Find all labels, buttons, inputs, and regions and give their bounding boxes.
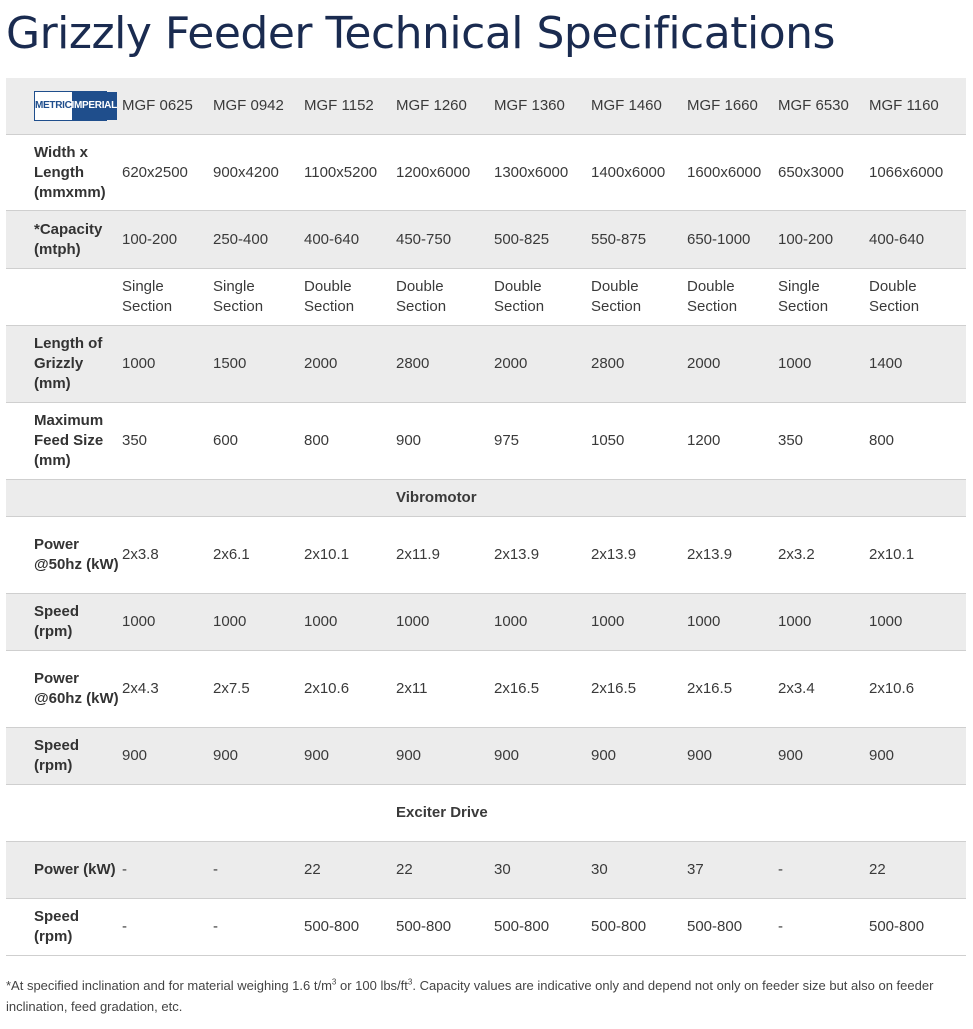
- row-label: Width x Length (mmxmm): [6, 135, 122, 211]
- row-exciter-power: [6, 842, 966, 899]
- table-cell: 900: [213, 728, 304, 785]
- model-header: MGF 0942: [213, 78, 304, 135]
- row-exciter-speed: [6, 899, 966, 956]
- table-cell: 30: [494, 842, 591, 899]
- table-cell: -: [213, 899, 304, 956]
- table-cell: 2x10.1: [869, 517, 966, 594]
- table-cell: 500-800: [591, 899, 687, 956]
- table-cell: 2x3.4: [778, 651, 869, 728]
- table-cell: Double Section: [591, 269, 687, 326]
- row-label: *Capacity (mtph): [6, 211, 122, 269]
- table-cell: 2800: [591, 326, 687, 403]
- table-cell: 1000: [213, 594, 304, 651]
- model-header: MGF 1152: [304, 78, 396, 135]
- table-cell: 650x3000: [778, 135, 869, 211]
- table-cell: 2x16.5: [591, 651, 687, 728]
- table-cell: 1000: [687, 594, 778, 651]
- table-cell: 900: [122, 728, 213, 785]
- table-cell: 2x10.6: [869, 651, 966, 728]
- table-cell: 1200: [687, 403, 778, 480]
- table-cell: 2x13.9: [687, 517, 778, 594]
- table-cell: 350: [778, 403, 869, 480]
- table-cell: Double Section: [396, 269, 494, 326]
- table-cell: 2x6.1: [213, 517, 304, 594]
- table-cell: 2000: [304, 326, 396, 403]
- row-label: Power @50hz (kW): [6, 517, 122, 594]
- table-cell: 250-400: [213, 211, 304, 269]
- row-speed-60hz: [6, 728, 966, 785]
- table-cell: 500-800: [396, 899, 494, 956]
- table-cell: 1000: [591, 594, 687, 651]
- row-label: Speed (rpm): [6, 594, 122, 651]
- header-row: [6, 78, 966, 135]
- table-cell: 620x2500: [122, 135, 213, 211]
- table-cell: 2x3.8: [122, 517, 213, 594]
- row-speed-50hz: [6, 594, 966, 651]
- footnote-superscript: 3: [407, 977, 413, 987]
- table-cell: 1000: [304, 594, 396, 651]
- model-header: MGF 0625: [122, 78, 213, 135]
- table-cell: 450-750: [396, 211, 494, 269]
- row-label: Power @60hz (kW): [6, 651, 122, 728]
- table-cell: 900: [591, 728, 687, 785]
- table-cell: 1600x6000: [687, 135, 778, 211]
- row-grizzly-length: [6, 326, 966, 403]
- table-cell: 2x16.5: [494, 651, 591, 728]
- table-cell: 1300x6000: [494, 135, 591, 211]
- table-cell: Single Section: [213, 269, 304, 326]
- row-label: Length of Grizzly (mm): [6, 326, 122, 403]
- table-cell: 1000: [494, 594, 591, 651]
- section-row-exciter-drive: [6, 785, 966, 842]
- table-cell: 2x7.5: [213, 651, 304, 728]
- table-cell: 1066x6000: [869, 135, 966, 211]
- table-cell: 1400x6000: [591, 135, 687, 211]
- footnote-text: or 100 lbs/ft: [336, 978, 408, 993]
- row-width-length: [6, 135, 966, 211]
- table-cell: 900: [396, 403, 494, 480]
- table-cell: Double Section: [304, 269, 396, 326]
- table-cell: 2x16.5: [687, 651, 778, 728]
- table-cell: 2x13.9: [591, 517, 687, 594]
- row-label: Maximum Feed Size (mm): [6, 403, 122, 480]
- table-cell: 2x13.9: [494, 517, 591, 594]
- table-cell: Single Section: [778, 269, 869, 326]
- row-max-feed: [6, 403, 966, 480]
- table-cell: 900: [494, 728, 591, 785]
- table-cell: Double Section: [687, 269, 778, 326]
- table-cell: 600: [213, 403, 304, 480]
- table-cell: 500-825: [494, 211, 591, 269]
- table-cell: 500-800: [494, 899, 591, 956]
- table-cell: 2x10.6: [304, 651, 396, 728]
- model-header: MGF 1460: [591, 78, 687, 135]
- table-cell: 2x3.2: [778, 517, 869, 594]
- table-cell: 500-800: [304, 899, 396, 956]
- table-cell: 900: [687, 728, 778, 785]
- table-cell: 1000: [778, 326, 869, 403]
- table-cell: 37: [687, 842, 778, 899]
- imperial-option[interactable]: IMPERIAL: [72, 92, 117, 120]
- table-cell: 1000: [869, 594, 966, 651]
- table-cell: -: [778, 842, 869, 899]
- table-cell: 1000: [396, 594, 494, 651]
- row-power-50hz: [6, 517, 966, 594]
- table-cell: 2800: [396, 326, 494, 403]
- table-cell: 900: [304, 728, 396, 785]
- table-cell: 900: [778, 728, 869, 785]
- table-cell: 900: [869, 728, 966, 785]
- table-cell: 800: [304, 403, 396, 480]
- table-cell: 22: [304, 842, 396, 899]
- table-cell: 900: [396, 728, 494, 785]
- section-label-exciter-drive: Exciter Drive: [396, 785, 494, 842]
- row-label: Power (kW): [6, 842, 122, 899]
- table-cell: 975: [494, 403, 591, 480]
- table-cell: 650-1000: [687, 211, 778, 269]
- page-title: Grizzly Feeder Technical Specifications: [6, 8, 835, 59]
- table-cell: -: [213, 842, 304, 899]
- table-cell: -: [122, 842, 213, 899]
- table-cell: 2x10.1: [304, 517, 396, 594]
- table-cell: 1050: [591, 403, 687, 480]
- unit-toggle-cell: [6, 78, 122, 135]
- table-cell: 1400: [869, 326, 966, 403]
- table-cell: 500-800: [687, 899, 778, 956]
- table-cell: 2x4.3: [122, 651, 213, 728]
- footnote-text: *At specified inclination and for material weighing 1.6 t/m: [6, 978, 332, 993]
- footnote-text: . Capacity values are indicative only and depend not only on feeder size but also on feeder inclination, feed gradation, etc.: [6, 978, 934, 1014]
- table-cell: Double Section: [869, 269, 966, 326]
- row-power-60hz: [6, 651, 966, 728]
- row-capacity: [6, 211, 966, 269]
- section-row-vibromotor: [6, 480, 966, 517]
- table-cell: 400-640: [869, 211, 966, 269]
- table-cell: 900x4200: [213, 135, 304, 211]
- table-cell: 22: [869, 842, 966, 899]
- table-cell: Double Section: [494, 269, 591, 326]
- table-cell: 500-800: [869, 899, 966, 956]
- table-cell: 800: [869, 403, 966, 480]
- table-cell: 550-875: [591, 211, 687, 269]
- table-cell: 2x11: [396, 651, 494, 728]
- model-header: MGF 6530: [778, 78, 869, 135]
- table-cell: 1000: [122, 326, 213, 403]
- table-cell: 1100x5200: [304, 135, 396, 211]
- table-cell: Single Section: [122, 269, 213, 326]
- model-header: MGF 1260: [396, 78, 494, 135]
- table-cell: 2x11.9: [396, 517, 494, 594]
- row-label: Speed (rpm): [6, 728, 122, 785]
- table-cell: 30: [591, 842, 687, 899]
- model-header: MGF 1360: [494, 78, 591, 135]
- row-label: Speed (rpm): [6, 899, 122, 956]
- spec-table: [6, 78, 966, 956]
- table-cell: 1500: [213, 326, 304, 403]
- model-header: MGF 1660: [687, 78, 778, 135]
- model-header: MGF 1160: [869, 78, 966, 135]
- metric-option[interactable]: METRIC: [35, 92, 72, 120]
- table-cell: 2000: [494, 326, 591, 403]
- row-label: [6, 269, 122, 326]
- table-cell: -: [778, 899, 869, 956]
- row-sections: [6, 269, 966, 326]
- table-cell: 400-640: [304, 211, 396, 269]
- table-cell: 2000: [687, 326, 778, 403]
- table-cell: 1200x6000: [396, 135, 494, 211]
- table-cell: 1000: [778, 594, 869, 651]
- table-cell: 350: [122, 403, 213, 480]
- table-cell: 1000: [122, 594, 213, 651]
- table-cell: -: [122, 899, 213, 956]
- footnote-superscript: 3: [331, 977, 337, 987]
- table-cell: 100-200: [122, 211, 213, 269]
- footnote: [6, 975, 961, 1017]
- section-label-vibromotor: Vibromotor: [396, 480, 494, 517]
- unit-toggle[interactable]: [34, 91, 117, 121]
- table-cell: 100-200: [778, 211, 869, 269]
- table-cell: 22: [396, 842, 494, 899]
